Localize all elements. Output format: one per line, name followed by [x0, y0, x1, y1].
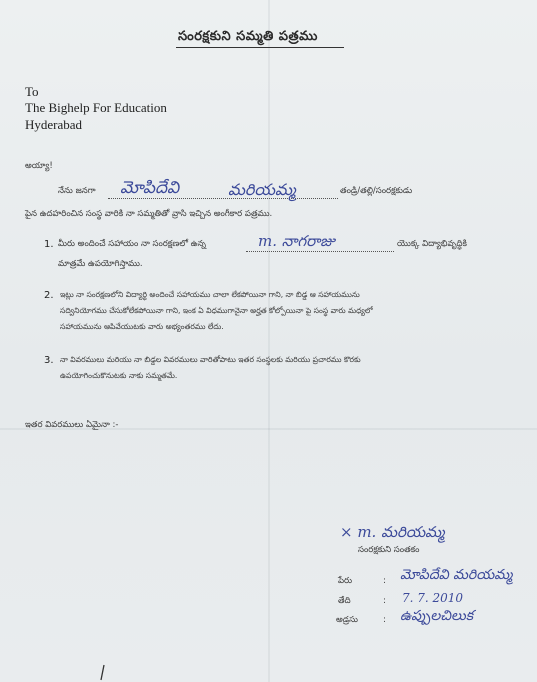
document-title: సంరక్షకుని సమ్మతి పత్రము [178, 29, 318, 44]
paper-fold-vertical [268, 0, 270, 682]
addressee-org: The Bighelp For Education [25, 100, 167, 115]
item1-line2: మాత్రమే ఉపయోగిస్తాము. [58, 259, 143, 269]
student-name: m. నాగరాజు [258, 232, 335, 250]
item2-line2: సద్వినియోగము చేసుకోలేకపోయినా గాని, ఇంక ఏ విధముగానైనా అర్హత కోల్పోయినా పై సంస్థ వారు మధ్యలో [60, 306, 373, 315]
field-value-address: ఉప్పులచిలుక [400, 608, 474, 624]
item-number: 1. [44, 239, 54, 250]
signature-label: సంరక్షకుని సంతకం [358, 545, 420, 555]
guardian-signature: × m. మరియమ్మ [340, 523, 445, 541]
salutation: అయ్యా! [25, 161, 53, 171]
field-label-address: అడ్రసు [336, 615, 358, 625]
item1-line1-suffix: యొక్క విద్యాభివృద్ధికి [397, 239, 467, 249]
field-colon: : [383, 576, 386, 586]
item-number: 2. [44, 290, 54, 301]
item3-line1: నా వివరములు మరియు నా బిడ్డల వివరములు వారితోపాటు ఇతర సంస్థలకు మరియు ప్రచారము కొరకు [60, 355, 361, 364]
addressee-to: To [25, 84, 39, 99]
field-value-name: మోపిదేవి మరియమ్మ [400, 567, 513, 583]
pen-mark [98, 664, 108, 682]
parent-name-part2: మరియమ్మ [228, 180, 296, 199]
item2-line1: ఇట్లు నా సంరక్షణలోని విద్యార్థి అందించే సహాయము చాలా లేకపోయినా గాని, నా బిడ్డ ఆ సహాయమును [60, 290, 360, 299]
item2-line3: సహాయమును ఆపివేయుటకు వారు అభ్యంతరము లేదు. [60, 322, 224, 331]
item-number: 3. [44, 355, 54, 366]
item1-line1-prefix: మీరు అందించే సహాయం నా సంరక్షణలో ఉన్న [58, 239, 206, 249]
field-colon: : [383, 596, 386, 606]
title-underline [176, 47, 344, 48]
item3-line2: ఉపయోగించుకొనుటకు నాకు సమ్మతమే. [60, 371, 178, 380]
field-label-date: తేది [338, 596, 351, 606]
addressee-city: Hyderabad [25, 117, 83, 132]
parent-name-part1: మోపిదేవి [120, 178, 180, 198]
intro-line2: పైన ఉదహరించిన సంస్థ వారికి నా సమ్మతితో వ్రాసి ఇచ్చిన అంగీకార పత్రము. [25, 209, 273, 219]
field-label-name: పేరు [338, 576, 353, 586]
field-value-date: 7. 7. 2010 [402, 591, 464, 605]
intro-prefix: నేను జనగా [58, 186, 96, 196]
intro-suffix: తండ్రి/తల్లి/సంరక్షకుడు [340, 186, 413, 196]
field-colon: : [383, 615, 386, 625]
other-details-label: ఇతర వివరములు ఏమైనా :- [25, 420, 119, 430]
